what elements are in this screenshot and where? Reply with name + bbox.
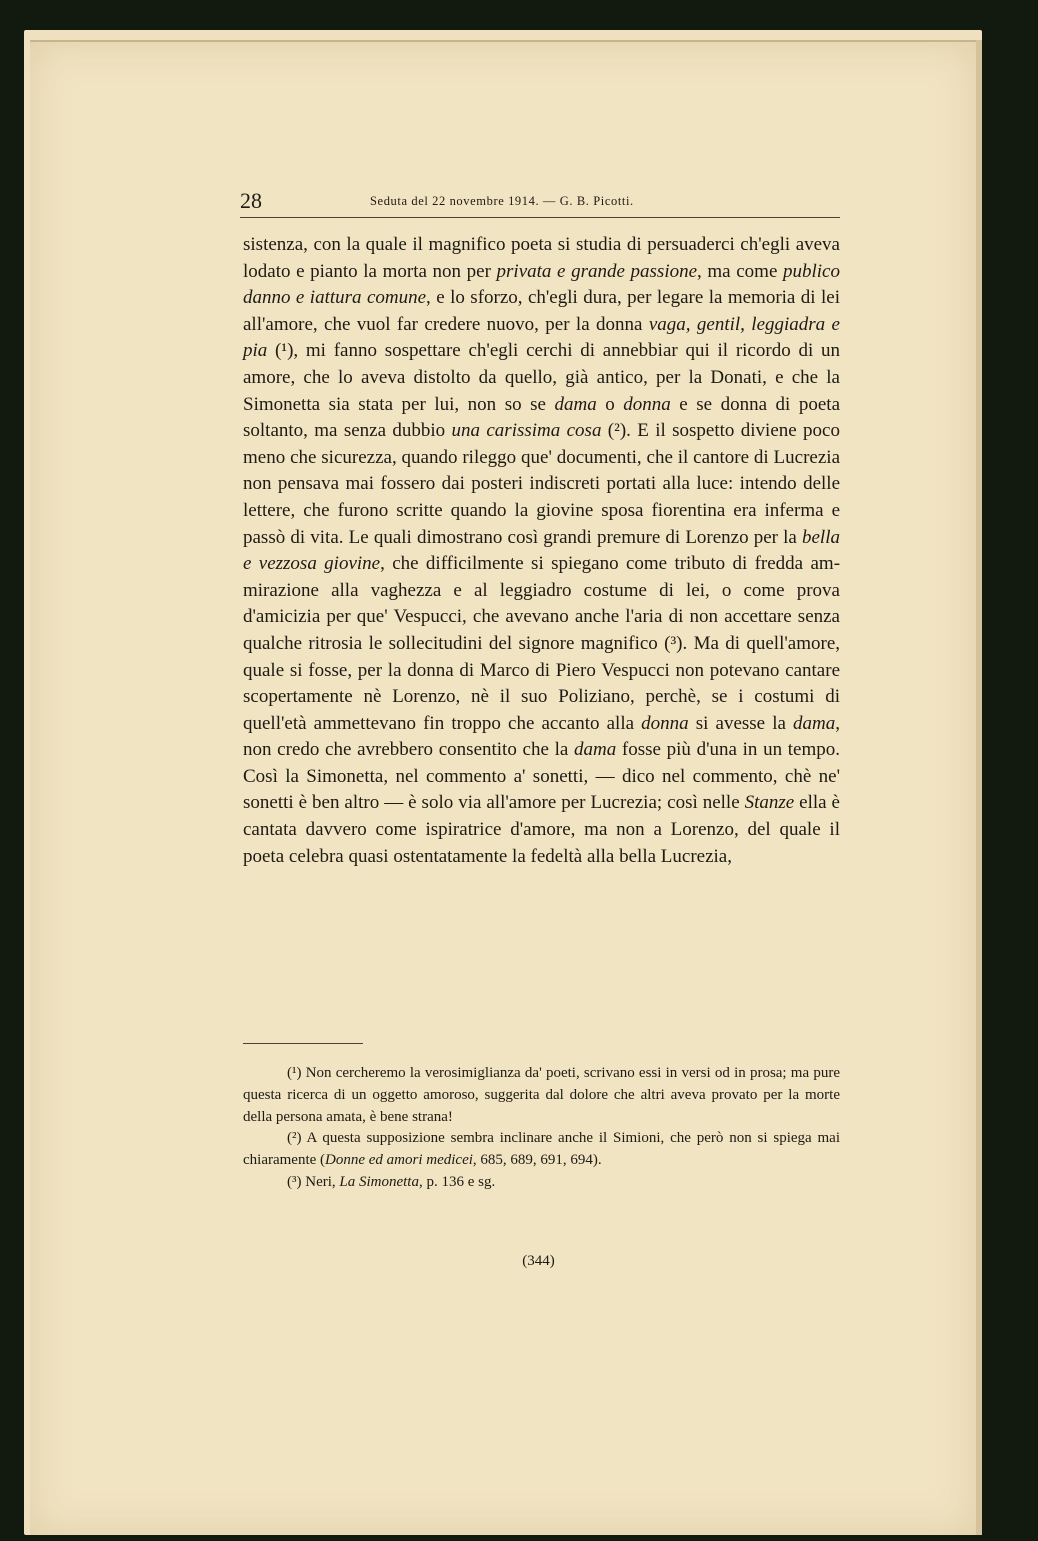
body-text-run: , ma come xyxy=(697,260,783,282)
body-text-run: , che difficilmente si spiegano come tributo di fredda ammirazione alla vaghezza e al leggiadro costume di lei, o come prova d'amicizia per que' Vespucci, che avevano anche l'aria di non accettare senza qualche ritrosia le sollecitudini del signore magnifico (³). Ma di quell'amore, quale si fosse, per la donna di Marco di Piero Vespucci non potevano cantare scopertamente nè Lorenzo, nè il suo Poliziano, perchè, se i costumi di quell'età ammettevano fin troppo che accanto alla xyxy=(243,553,841,734)
italic-phrase: vaga, gentil, leggiadra e pia xyxy=(243,313,840,362)
italic-phrase: bella e vezzosa giovine xyxy=(243,526,840,575)
footnote-3 xyxy=(243,1172,840,1194)
footnote-text-run: (³) Neri, xyxy=(287,1173,340,1190)
body-text-run: e se donna di poeta soltanto, ma senza dubbio xyxy=(243,393,841,442)
footnote-text-run: , 685, 689, 691, 694). xyxy=(472,1152,602,1169)
footnote-italic: Donne ed amori medicei xyxy=(325,1152,473,1169)
footnote-1: (¹) Non cercheremo la verosimiglianza da' poeti, scrivano essi in versi od in prosa; ma pure questa ricerca di un oggetto amoroso, suggerita dal dolore che altri aveva provato per la morte della persona amata, è bene strana! xyxy=(243,1065,840,1125)
main-text xyxy=(243,232,840,870)
italic-phrase: donna xyxy=(641,712,689,734)
page-header xyxy=(240,188,840,214)
footnote-text-run: , p. 136 e sg. xyxy=(418,1173,496,1190)
running-head: Seduta del 22 novembre 1914. — G. B. Picotti. xyxy=(370,194,634,208)
body-text-run: sistenza, con la quale il magnifico poeta si studia di persuaderci ch'egli aveva lodato e pianto la morta non per xyxy=(243,234,840,282)
body-text-run: (²). E il sospetto diviene poco meno che sicurezza, quando rileggo que' documenti, che il cantore di Lucrezia non pensava mai fossero dai posteri indiscreti portati alla luce: intendo delle lettere, che furono scritte quando la giovine sposa fiorentina era inferma e passò di vita. Le quali dimostrano così grandi premure di Lorenzo per la xyxy=(243,420,840,548)
body-text-run: ella è cantata davvero come ispiratrice d'amore, ma non a Lorenzo, del quale il poeta celebra quasi ostentatamente la fedeltà alla bella Lucrezia, xyxy=(243,792,840,867)
body-paragraph xyxy=(243,232,840,870)
sheet-number: (344) xyxy=(522,1253,555,1269)
footnote-2 xyxy=(243,1128,840,1172)
italic-phrase: Stanze xyxy=(744,792,795,814)
body-text-run: fosse più d'una in un tempo. Così la Simonetta, nel commento a' sonetti, — dico nel commento, chè ne' sonetti è ben altro — è solo via all'amore per Lucrezia; così nelle xyxy=(243,739,840,814)
footnote-rule xyxy=(243,1043,363,1044)
footnotes xyxy=(243,1063,840,1194)
page-right-edge xyxy=(976,40,982,1535)
body-text-run: o xyxy=(596,393,624,415)
italic-phrase: una carissima cosa xyxy=(451,420,602,442)
italic-phrase: dama xyxy=(573,739,617,761)
italic-phrase: privata e grande passione xyxy=(496,260,698,282)
header-rule xyxy=(240,217,840,218)
body-text-run: si avesse la xyxy=(688,712,794,734)
page-number: 28 xyxy=(240,188,262,213)
page-top-edge xyxy=(30,40,976,42)
body-text-run: , e lo sforzo, ch'egli dura, per legare la memoria di lei all'amore, che vuol far credere nuovo, per la donna xyxy=(243,287,840,335)
italic-phrase: dama xyxy=(793,712,836,734)
italic-phrase: publico danno e iattura comune xyxy=(243,260,840,309)
body-text-run: (¹), mi fanno sospettare ch'egli cerchi di annebbiar qui il ricordo di un amore, che lo aveva distolto da quello, già antico, per la Donati, e che la Simonetta sia stata per lui, non so se xyxy=(243,340,840,415)
footnote-italic: La Simonetta xyxy=(339,1173,419,1190)
italic-phrase: donna xyxy=(623,393,671,415)
italic-phrase: dama xyxy=(554,393,597,415)
body-text-run: , non credo che avrebbero consentito che la xyxy=(243,712,841,761)
footnote-text-run: (²) A questa supposizione sembra inclinare anche il Simioni, che però non si spiega mai chiaramente ( xyxy=(243,1130,840,1169)
